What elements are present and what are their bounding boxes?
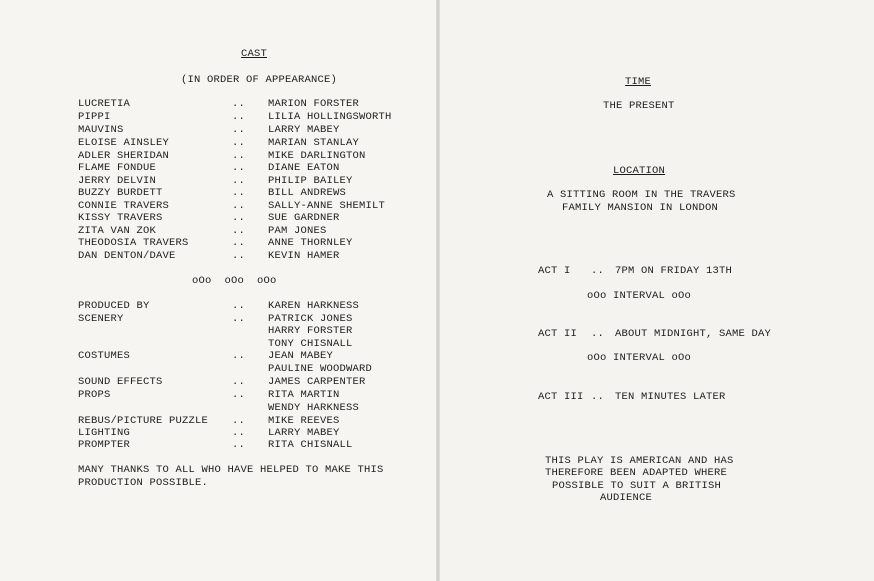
actor-name: BILL ANDREWS — [268, 187, 347, 199]
dots: .. — [232, 200, 246, 212]
crew-name: LARRY MABEY — [268, 427, 340, 439]
dots: .. — [232, 150, 246, 162]
crew-role: PROPS — [78, 389, 111, 401]
role-name: KISSY TRAVERS — [78, 212, 163, 224]
role-name: CONNIE TRAVERS — [78, 200, 170, 212]
actor-name: DIANE EATON — [268, 162, 340, 174]
crew-role: SOUND EFFECTS — [78, 376, 163, 388]
dots: .. — [232, 124, 246, 136]
act-label: ACT III — [538, 391, 584, 403]
note-line: POSSIBLE TO SUIT A BRITISH — [552, 480, 722, 492]
dots: .. — [232, 137, 246, 149]
role-name: ADLER SHERIDAN — [78, 150, 170, 162]
crew-name: TONY CHISNALL — [268, 338, 353, 350]
note-line: THEREFORE BEEN ADAPTED WHERE — [545, 467, 728, 479]
dots: .. — [232, 111, 246, 123]
act-sep: .. — [591, 265, 605, 277]
dots: .. — [232, 389, 246, 401]
crew-role: REBUS/PICTURE PUZZLE — [78, 415, 209, 427]
actor-name: MIKE DARLINGTON — [268, 150, 366, 162]
role-name: ELOISE AINSLEY — [78, 137, 170, 149]
dots: .. — [232, 350, 246, 362]
act-time: 7PM ON FRIDAY 13TH — [615, 265, 733, 277]
actor-name: PHILIP BAILEY — [268, 175, 353, 187]
location-line: FAMILY MANSION IN LONDON — [562, 202, 719, 214]
actor-name: MARIAN STANLAY — [268, 137, 360, 149]
actor-name: LARRY MABEY — [268, 124, 340, 136]
interval-label: oOo INTERVAL oOo — [587, 352, 692, 364]
crew-name: KAREN HARKNESS — [268, 300, 360, 312]
cast-subheading: (IN ORDER OF APPEARANCE) — [181, 74, 338, 86]
separator: oOo oOo oOo — [192, 275, 277, 287]
role-name: DAN DENTON/DAVE — [78, 250, 176, 262]
act-sep: .. — [591, 391, 605, 403]
crew-name: WENDY HARKNESS — [268, 402, 360, 414]
actor-name: SUE GARDNER — [268, 212, 340, 224]
dots: .. — [232, 225, 246, 237]
dots: .. — [232, 427, 246, 439]
crew-role: PROMPTER — [78, 439, 131, 451]
dots: .. — [232, 175, 246, 187]
role-name: MAUVINS — [78, 124, 124, 136]
dots: .. — [232, 376, 246, 388]
role-name: PIPPI — [78, 111, 111, 123]
location-line: A SITTING ROOM IN THE TRAVERS — [547, 189, 736, 201]
dots: .. — [232, 313, 246, 325]
dots: .. — [232, 98, 246, 110]
thanks-line: PRODUCTION POSSIBLE. — [78, 477, 209, 489]
crew-name: PATRICK JONES — [268, 313, 353, 325]
role-name: FLAME FONDUE — [78, 162, 157, 174]
actor-name: LILIA HOLLINGSWORTH — [268, 111, 392, 123]
crew-name: RITA CHISNALL — [268, 439, 353, 451]
dots: .. — [232, 187, 246, 199]
dots: .. — [232, 300, 246, 312]
dots: .. — [232, 237, 246, 249]
dots: .. — [232, 250, 246, 262]
crew-name: MIKE REEVES — [268, 415, 340, 427]
act-label: ACT II — [538, 328, 578, 340]
act-time: TEN MINUTES LATER — [615, 391, 726, 403]
actor-name: KEVIN HAMER — [268, 250, 340, 262]
crew-name: JEAN MABEY — [268, 350, 334, 362]
cast-heading: CAST — [241, 48, 268, 60]
actor-name: MARION FORSTER — [268, 98, 360, 110]
crew-name: PAULINE WOODWARD — [268, 363, 373, 375]
crew-role: SCENERY — [78, 313, 124, 325]
actor-name: SALLY-ANNE SHEMILT — [268, 200, 386, 212]
dots: .. — [232, 212, 246, 224]
dots: .. — [232, 415, 246, 427]
crew-role: COSTUMES — [78, 350, 131, 362]
role-name: JERRY DELVIN — [78, 175, 157, 187]
role-name: ZITA VAN ZOK — [78, 225, 157, 237]
role-name: THEODOSIA TRAVERS — [78, 237, 189, 249]
crew-name: RITA MARTIN — [268, 389, 340, 401]
dots: .. — [232, 162, 246, 174]
crew-role: PRODUCED BY — [78, 300, 150, 312]
crew-role: LIGHTING — [78, 427, 131, 439]
act-label: ACT I — [538, 265, 571, 277]
interval-label: oOo INTERVAL oOo — [587, 290, 692, 302]
role-name: LUCRETIA — [78, 98, 131, 110]
time-value: THE PRESENT — [603, 100, 675, 112]
role-name: BUZZY BURDETT — [78, 187, 163, 199]
act-time: ABOUT MIDNIGHT, SAME DAY — [615, 328, 772, 340]
actor-name: PAM JONES — [268, 225, 327, 237]
actor-name: ANNE THORNLEY — [268, 237, 353, 249]
crew-name: HARRY FORSTER — [268, 325, 353, 337]
location-heading: LOCATION — [613, 165, 666, 177]
dots: .. — [232, 439, 246, 451]
note-line: AUDIENCE — [600, 492, 653, 504]
note-line: THIS PLAY IS AMERICAN AND HAS — [545, 455, 734, 467]
act-sep: .. — [591, 328, 605, 340]
time-heading: TIME — [625, 76, 652, 88]
thanks-line: MANY THANKS TO ALL WHO HAVE HELPED TO MAKE THIS — [78, 464, 384, 476]
right-page — [440, 0, 874, 581]
crew-name: JAMES CARPENTER — [268, 376, 366, 388]
